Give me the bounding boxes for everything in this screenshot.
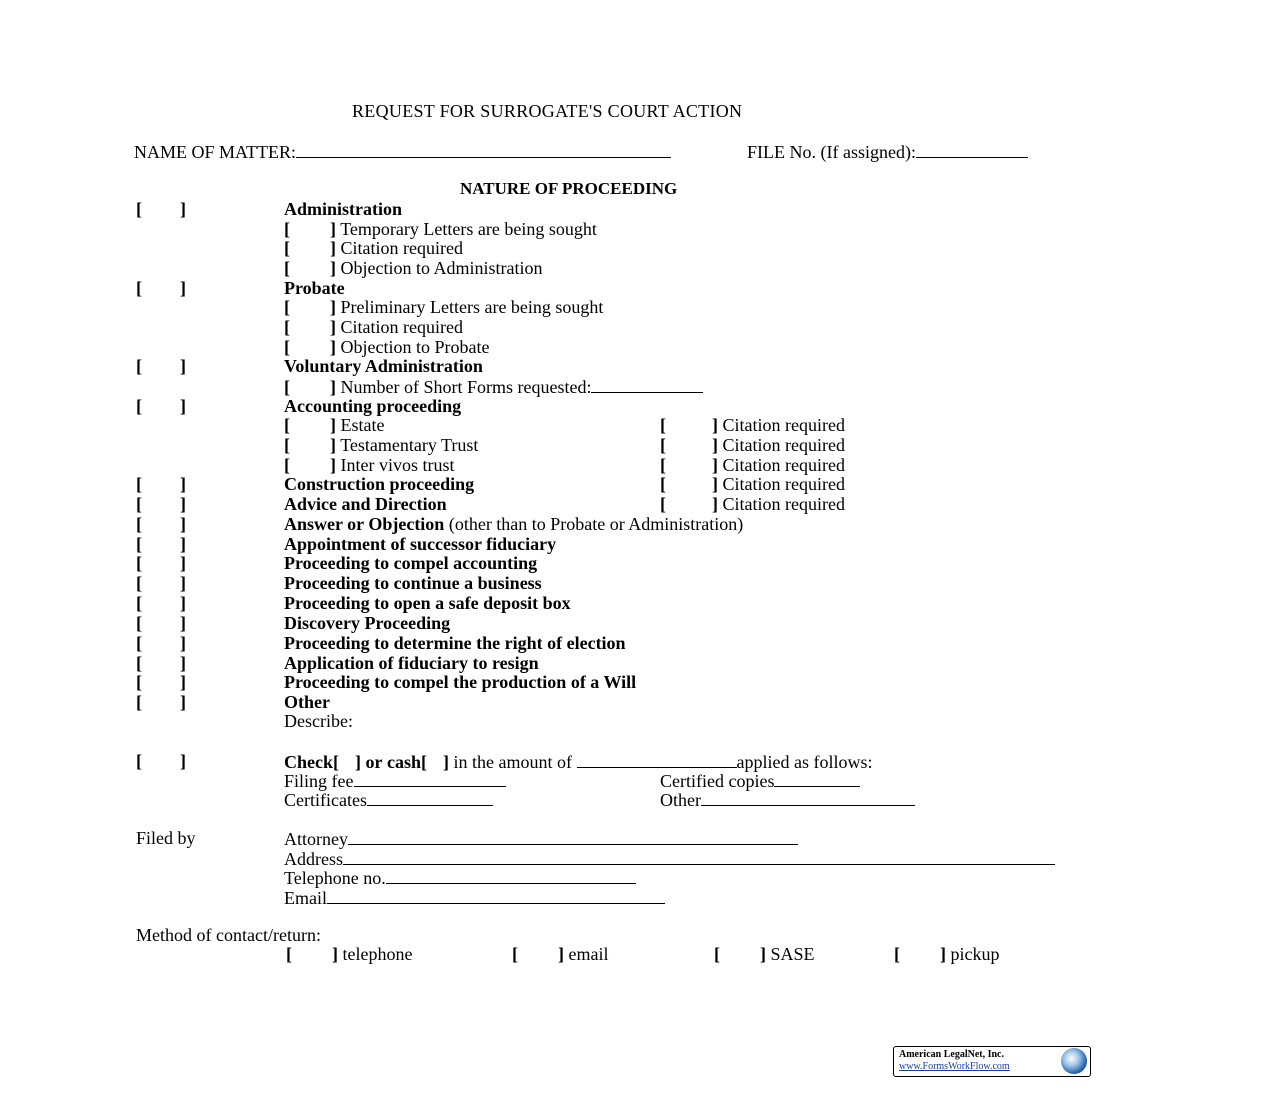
certificates-row [284, 789, 493, 810]
citation-advice [660, 494, 845, 514]
checkbox-short-forms[interactable]: [ ] [284, 377, 336, 397]
label-voluntary-administration: Voluntary Administration [284, 356, 483, 376]
sub-objection-administration [284, 258, 542, 278]
label-continue-business: Proceeding to continue a business [284, 573, 542, 593]
checkbox-citation-admin[interactable]: [ ] [284, 238, 336, 258]
sub-estate [284, 415, 384, 435]
checkbox-estate[interactable]: [ ] [284, 415, 336, 435]
label-inter-vivos-trust: Inter vivos trust [340, 455, 455, 475]
sub-citation-required-admin [284, 238, 463, 258]
label-contact-telephone: telephone [342, 944, 413, 964]
label-preliminary-letters: Preliminary Letters are being sought [340, 297, 604, 317]
short-forms-field[interactable] [591, 376, 703, 393]
label-citation-admin: Citation required [340, 238, 463, 258]
label-or: or [365, 752, 383, 772]
label-certified-copies: Certified copies [660, 771, 775, 791]
checkbox-citation-testamentary[interactable]: [ ] [660, 435, 718, 455]
sub-citation-required-probate [284, 317, 463, 337]
checkbox-citation-probate[interactable]: [ ] [284, 317, 336, 337]
sub-preliminary-letters [284, 297, 603, 317]
label-filing-fee: Filing fee [284, 771, 354, 791]
contact-email [512, 944, 608, 964]
label-contact-pickup: pickup [950, 944, 1000, 964]
logo-url[interactable]: www.FormsWorkFlow.com [899, 1061, 1010, 1072]
label-describe: Describe: [284, 711, 353, 731]
checkbox-citation-construction[interactable]: [ ] [660, 474, 718, 494]
filing-fee-field[interactable] [354, 770, 506, 787]
sub-testamentary-trust [284, 435, 478, 455]
checkbox-compel-will[interactable]: [ ] [136, 672, 186, 692]
payment-other-field[interactable] [701, 789, 915, 806]
citation-inter-vivos [660, 455, 845, 475]
attorney-row [284, 828, 798, 849]
label-applied-as-follows: applied as follows: [736, 752, 873, 772]
checkbox-check[interactable]: [ ] [333, 752, 361, 772]
email-row [284, 887, 665, 908]
label-citation-advice: Citation required [722, 494, 845, 514]
label-compel-accounting: Proceeding to compel accounting [284, 553, 538, 573]
citation-construction [660, 474, 845, 494]
checkbox-contact-email[interactable]: [ ] [512, 944, 564, 964]
checkbox-objection-administration[interactable]: [ ] [284, 258, 336, 278]
address-field[interactable] [343, 848, 1055, 865]
checkbox-contact-pickup[interactable]: [ ] [894, 944, 946, 964]
checkbox-successor-fiduciary[interactable]: [ ] [136, 534, 186, 554]
globe-icon [1061, 1048, 1087, 1074]
label-accounting: Accounting proceeding [284, 396, 462, 416]
address-row [284, 848, 1055, 869]
label-objection-administration: Objection to Administration [340, 258, 543, 278]
sub-inter-vivos-trust [284, 455, 455, 475]
label-other: Other [284, 692, 330, 712]
checkbox-citation-estate[interactable]: [ ] [660, 415, 718, 435]
checkbox-compel-accounting[interactable]: [ ] [136, 553, 186, 573]
label-safe-deposit: Proceeding to open a safe deposit box [284, 593, 571, 613]
label-answer-objection: Answer or Objection [284, 514, 445, 534]
label-right-of-election: Proceeding to determine the right of election [284, 633, 626, 653]
label-construction: Construction proceeding [284, 474, 475, 494]
checkbox-preliminary-letters[interactable]: [ ] [284, 297, 336, 317]
contact-pickup [894, 944, 1000, 964]
label-method-of-contact: Method of contact/return: [136, 925, 321, 945]
checkbox-inter-vivos-trust[interactable]: [ ] [284, 455, 336, 475]
checkbox-safe-deposit[interactable]: [ ] [136, 593, 186, 613]
filing-fee-row [284, 770, 506, 791]
label-estate: Estate [340, 415, 385, 435]
name-of-matter-label: NAME OF MATTER: [134, 142, 297, 162]
label-certificates: Certificates [284, 790, 367, 810]
file-no-row [747, 141, 1028, 162]
label-objection-probate: Objection to Probate [340, 337, 490, 357]
label-citation-inter-vivos: Citation required [722, 455, 845, 475]
sub-temporary-letters [284, 219, 597, 239]
citation-testamentary [660, 435, 845, 455]
file-no-field[interactable] [916, 141, 1028, 158]
label-contact-sase: SASE [770, 944, 815, 964]
label-discovery: Discovery Proceeding [284, 613, 451, 633]
checkbox-administration[interactable]: [ ] [136, 199, 186, 219]
logo-company: American LegalNet, Inc. [899, 1049, 1004, 1060]
contact-sase [714, 944, 815, 964]
checkbox-other[interactable]: [ ] [136, 692, 186, 712]
contact-telephone [286, 944, 412, 964]
checkbox-continue-business[interactable]: [ ] [136, 573, 186, 593]
name-of-matter-field[interactable] [296, 141, 671, 158]
label-payment-other: Other [660, 790, 701, 810]
label-address: Address [284, 849, 343, 869]
checkbox-probate[interactable]: [ ] [136, 278, 186, 298]
telephone-field[interactable] [386, 867, 636, 884]
checkbox-cash[interactable]: [ ] [421, 752, 450, 772]
name-of-matter-row [134, 141, 671, 162]
checkbox-fiduciary-resign[interactable]: [ ] [136, 653, 186, 673]
checkbox-citation-advice[interactable]: [ ] [660, 494, 718, 514]
citation-estate [660, 415, 845, 435]
label-fiduciary-resign: Application of fiduciary to resign [284, 653, 539, 673]
checkbox-accounting[interactable]: [ ] [136, 396, 186, 416]
label-citation-testamentary: Citation required [722, 435, 845, 455]
american-legalnet-logo [893, 1046, 1091, 1077]
checkbox-right-of-election[interactable]: [ ] [136, 633, 186, 653]
label-answer-objection-note: (other than to Probate or Administration) [448, 514, 744, 534]
checkbox-temporary-letters[interactable]: [ ] [284, 219, 336, 239]
label-amount-of: in the amount of [453, 752, 572, 772]
label-filed-by: Filed by [136, 828, 196, 848]
label-contact-email: email [568, 944, 609, 964]
certified-copies-field[interactable] [774, 770, 860, 787]
telephone-row [284, 867, 636, 888]
label-answer-objection-row [284, 514, 743, 534]
checkbox-citation-inter-vivos[interactable]: [ ] [660, 455, 718, 475]
checkbox-testamentary-trust[interactable]: [ ] [284, 435, 336, 455]
label-compel-will: Proceeding to compel the production of a Will [284, 672, 637, 692]
label-attorney: Attorney [284, 829, 348, 849]
email-field[interactable] [327, 887, 665, 904]
checkbox-answer-objection[interactable]: [ ] [136, 514, 186, 534]
payment-row [284, 751, 872, 772]
checkbox-contact-telephone[interactable]: [ ] [286, 944, 338, 964]
certified-copies-row [660, 770, 860, 791]
label-telephone: Telephone no. [284, 868, 386, 888]
label-advice-direction: Advice and Direction [284, 494, 447, 514]
label-administration: Administration [284, 199, 403, 219]
label-citation-probate: Citation required [340, 317, 463, 337]
label-probate: Probate [284, 278, 345, 298]
checkbox-payment[interactable]: [ ] [136, 751, 186, 771]
amount-field[interactable] [577, 751, 737, 768]
label-temporary-letters: Temporary Letters are being sought [340, 219, 597, 239]
form-title: REQUEST FOR SURROGATE'S COURT ACTION [352, 101, 743, 121]
checkbox-objection-probate[interactable]: [ ] [284, 337, 336, 357]
label-successor-fiduciary: Appointment of successor fiduciary [284, 534, 557, 554]
sub-short-forms [284, 376, 703, 397]
checkbox-advice-direction[interactable]: [ ] [136, 494, 186, 514]
checkbox-construction[interactable]: [ ] [136, 474, 186, 494]
label-check: Check [284, 752, 333, 772]
attorney-field[interactable] [348, 828, 798, 845]
label-short-forms: Number of Short Forms requested: [340, 377, 592, 397]
checkbox-voluntary-administration[interactable]: [ ] [136, 356, 186, 376]
label-testamentary-trust: Testamentary Trust [340, 435, 479, 455]
label-citation-construction: Citation required [722, 474, 845, 494]
checkbox-discovery[interactable]: [ ] [136, 613, 186, 633]
checkbox-contact-sase[interactable]: [ ] [714, 944, 766, 964]
sub-objection-probate [284, 337, 489, 357]
payment-other-row [660, 789, 915, 810]
label-cash: cash [387, 752, 422, 772]
file-no-label: FILE No. (If assigned): [747, 142, 916, 162]
certificates-field[interactable] [367, 789, 493, 806]
section-title: NATURE OF PROCEEDING [460, 179, 678, 198]
label-citation-estate: Citation required [722, 415, 845, 435]
label-email: Email [284, 888, 327, 908]
